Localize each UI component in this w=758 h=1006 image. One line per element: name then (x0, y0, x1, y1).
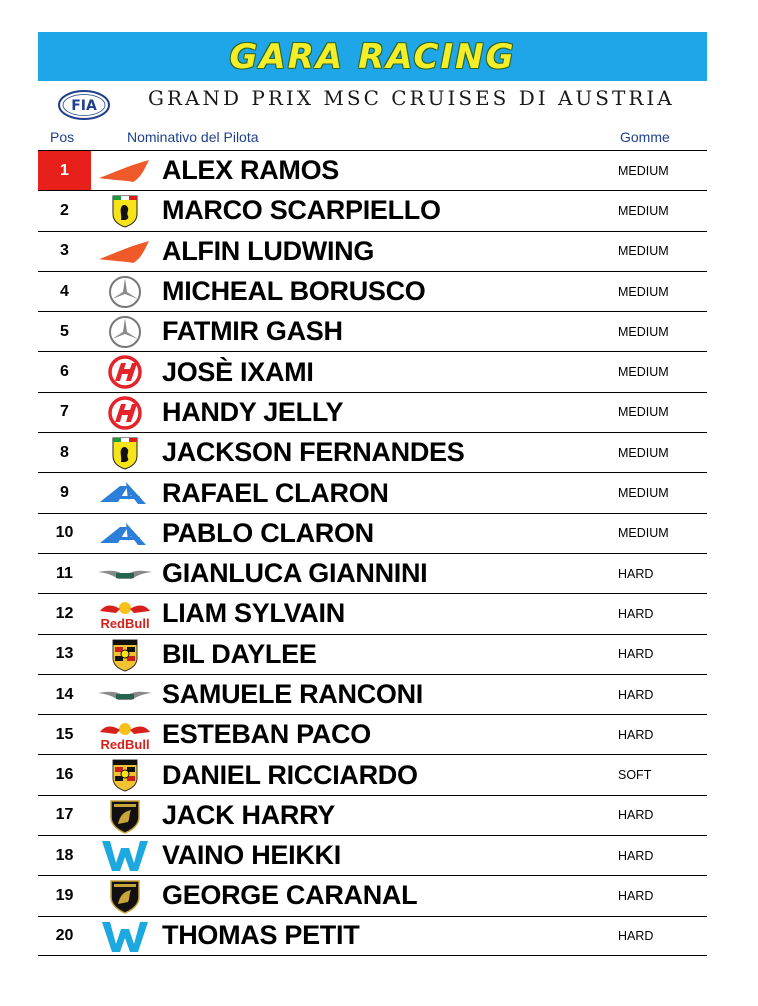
tyre-compound: MEDIUM (618, 526, 669, 541)
porsche-logo (96, 757, 154, 793)
tyre-compound: HARD (618, 848, 654, 863)
position-cell: 19 (55, 886, 74, 904)
mercedes-logo (96, 314, 154, 350)
table-row (38, 231, 707, 271)
tyre-compound: HARD (618, 888, 654, 903)
position-cell: 13 (55, 645, 74, 663)
tyre-compound: MEDIUM (618, 486, 669, 501)
table-row (38, 472, 707, 512)
position-cell: 1 (38, 151, 91, 190)
table-row (38, 392, 707, 432)
table-row (38, 754, 707, 794)
driver-name: ESTEBAN PACO (162, 719, 371, 750)
driver-name: HANDY JELLY (162, 396, 344, 427)
position-cell: 12 (55, 604, 74, 622)
williams-logo (96, 919, 154, 955)
driver-name: GEORGE CARANAL (162, 880, 418, 911)
red-bull-logo (96, 596, 154, 632)
position-cell: 4 (60, 282, 69, 300)
position-cell: 15 (55, 725, 74, 743)
position-cell: 18 (55, 846, 74, 864)
table-row (38, 271, 707, 311)
position-cell: 6 (60, 363, 69, 381)
haas-logo (96, 395, 154, 431)
porsche-logo (96, 637, 154, 673)
ferrari-logo (96, 193, 154, 229)
ferrari-logo (96, 435, 154, 471)
table-row (38, 311, 707, 351)
tyre-compound: HARD (618, 727, 654, 742)
driver-name: FATMIR GASH (162, 316, 343, 347)
tyre-compound: MEDIUM (618, 324, 669, 339)
driver-name: RAFAEL CLARON (162, 477, 389, 508)
driver-name: MICHEAL BORUSCO (162, 276, 426, 307)
tyre-compound: MEDIUM (618, 365, 669, 380)
driver-name: ALFIN LUDWING (162, 235, 375, 266)
driver-name: PABLO CLARON (162, 517, 374, 548)
table-row (38, 593, 707, 633)
mclaren-logo (96, 234, 154, 270)
fia-logo (57, 89, 111, 121)
column-header-driver: Nominativo del Pilota (127, 129, 259, 145)
driver-name: JACK HARRY (162, 799, 336, 830)
tyre-compound: HARD (618, 647, 654, 662)
position-cell: 8 (60, 443, 69, 461)
position-cell: 16 (55, 766, 74, 784)
tyre-compound: HARD (618, 808, 654, 823)
table-row (38, 513, 707, 553)
alpine-logo (96, 475, 154, 511)
driver-name: DANIEL RICCIARDO (162, 759, 418, 790)
lamborghini-logo (96, 878, 154, 914)
title-banner (38, 32, 707, 81)
position-cell: 11 (56, 564, 73, 582)
position-cell: 14 (55, 685, 74, 703)
driver-name: BIL DAYLEE (162, 638, 317, 669)
position-cell: 9 (60, 484, 69, 502)
fia-logo-text: FIA (71, 98, 97, 114)
page-title: GARA RACING (229, 36, 516, 77)
column-header-pos: Pos (50, 129, 75, 145)
tyre-compound: MEDIUM (618, 203, 669, 218)
red-bull-logo (96, 717, 154, 753)
tyre-compound: HARD (618, 566, 654, 581)
driver-name: THOMAS PETIT (162, 920, 360, 951)
red-bull-logo-text: RedBull (100, 616, 150, 632)
driver-name: SAMUELE RANCONI (162, 679, 424, 709)
table-row (38, 674, 707, 714)
tyre-compound: HARD (618, 687, 654, 702)
position-cell: 17 (55, 806, 74, 824)
tyre-compound: MEDIUM (618, 284, 669, 299)
tyre-compound: SOFT (618, 768, 652, 783)
aston-martin-logo (96, 556, 154, 592)
tyre-compound: MEDIUM (618, 244, 669, 259)
table-row (38, 351, 707, 391)
table-row (38, 553, 707, 593)
lamborghini-logo (96, 798, 154, 834)
driver-name: ALEX RAMOS (162, 155, 340, 186)
position-cell: 3 (60, 242, 69, 260)
table-row (38, 795, 707, 835)
haas-logo (96, 354, 154, 390)
aston-martin-logo (96, 677, 154, 713)
tyre-compound: MEDIUM (618, 445, 669, 460)
position-cell: 5 (60, 322, 69, 340)
table-row (38, 190, 707, 230)
alpine-logo (96, 516, 154, 552)
position-cell: 20 (55, 926, 74, 944)
mclaren-logo (96, 153, 154, 189)
tyre-compound: MEDIUM (618, 163, 669, 178)
results-table (38, 150, 707, 956)
table-row (38, 916, 707, 956)
mercedes-logo (96, 274, 154, 310)
driver-name: LIAM SYLVAIN (162, 598, 345, 629)
driver-name: JACKSON FERNANDES (162, 437, 465, 468)
position-cell: 10 (55, 524, 74, 542)
tyre-compound: MEDIUM (618, 405, 669, 420)
williams-logo (96, 838, 154, 874)
driver-name: GIANLUCA GIANNINI (162, 558, 428, 589)
table-row (38, 150, 707, 190)
table-row (38, 875, 707, 915)
position-cell: 7 (60, 403, 69, 421)
tyre-compound: HARD (618, 928, 654, 943)
event-subtitle: GRAND PRIX MSC CRUISES DI AUSTRIA (148, 86, 675, 110)
driver-name: VAINO HEIKKI (162, 840, 341, 871)
table-row (38, 714, 707, 754)
driver-name: MARCO SCARPIELLO (162, 195, 441, 226)
driver-name: JOSÈ IXAMI (162, 356, 314, 387)
table-row (38, 432, 707, 472)
red-bull-logo-text: RedBull (100, 737, 150, 753)
column-header-tyre: Gomme (620, 129, 670, 145)
table-row (38, 835, 707, 875)
table-row (38, 634, 707, 674)
position-cell: 2 (60, 201, 69, 219)
tyre-compound: HARD (618, 606, 654, 621)
